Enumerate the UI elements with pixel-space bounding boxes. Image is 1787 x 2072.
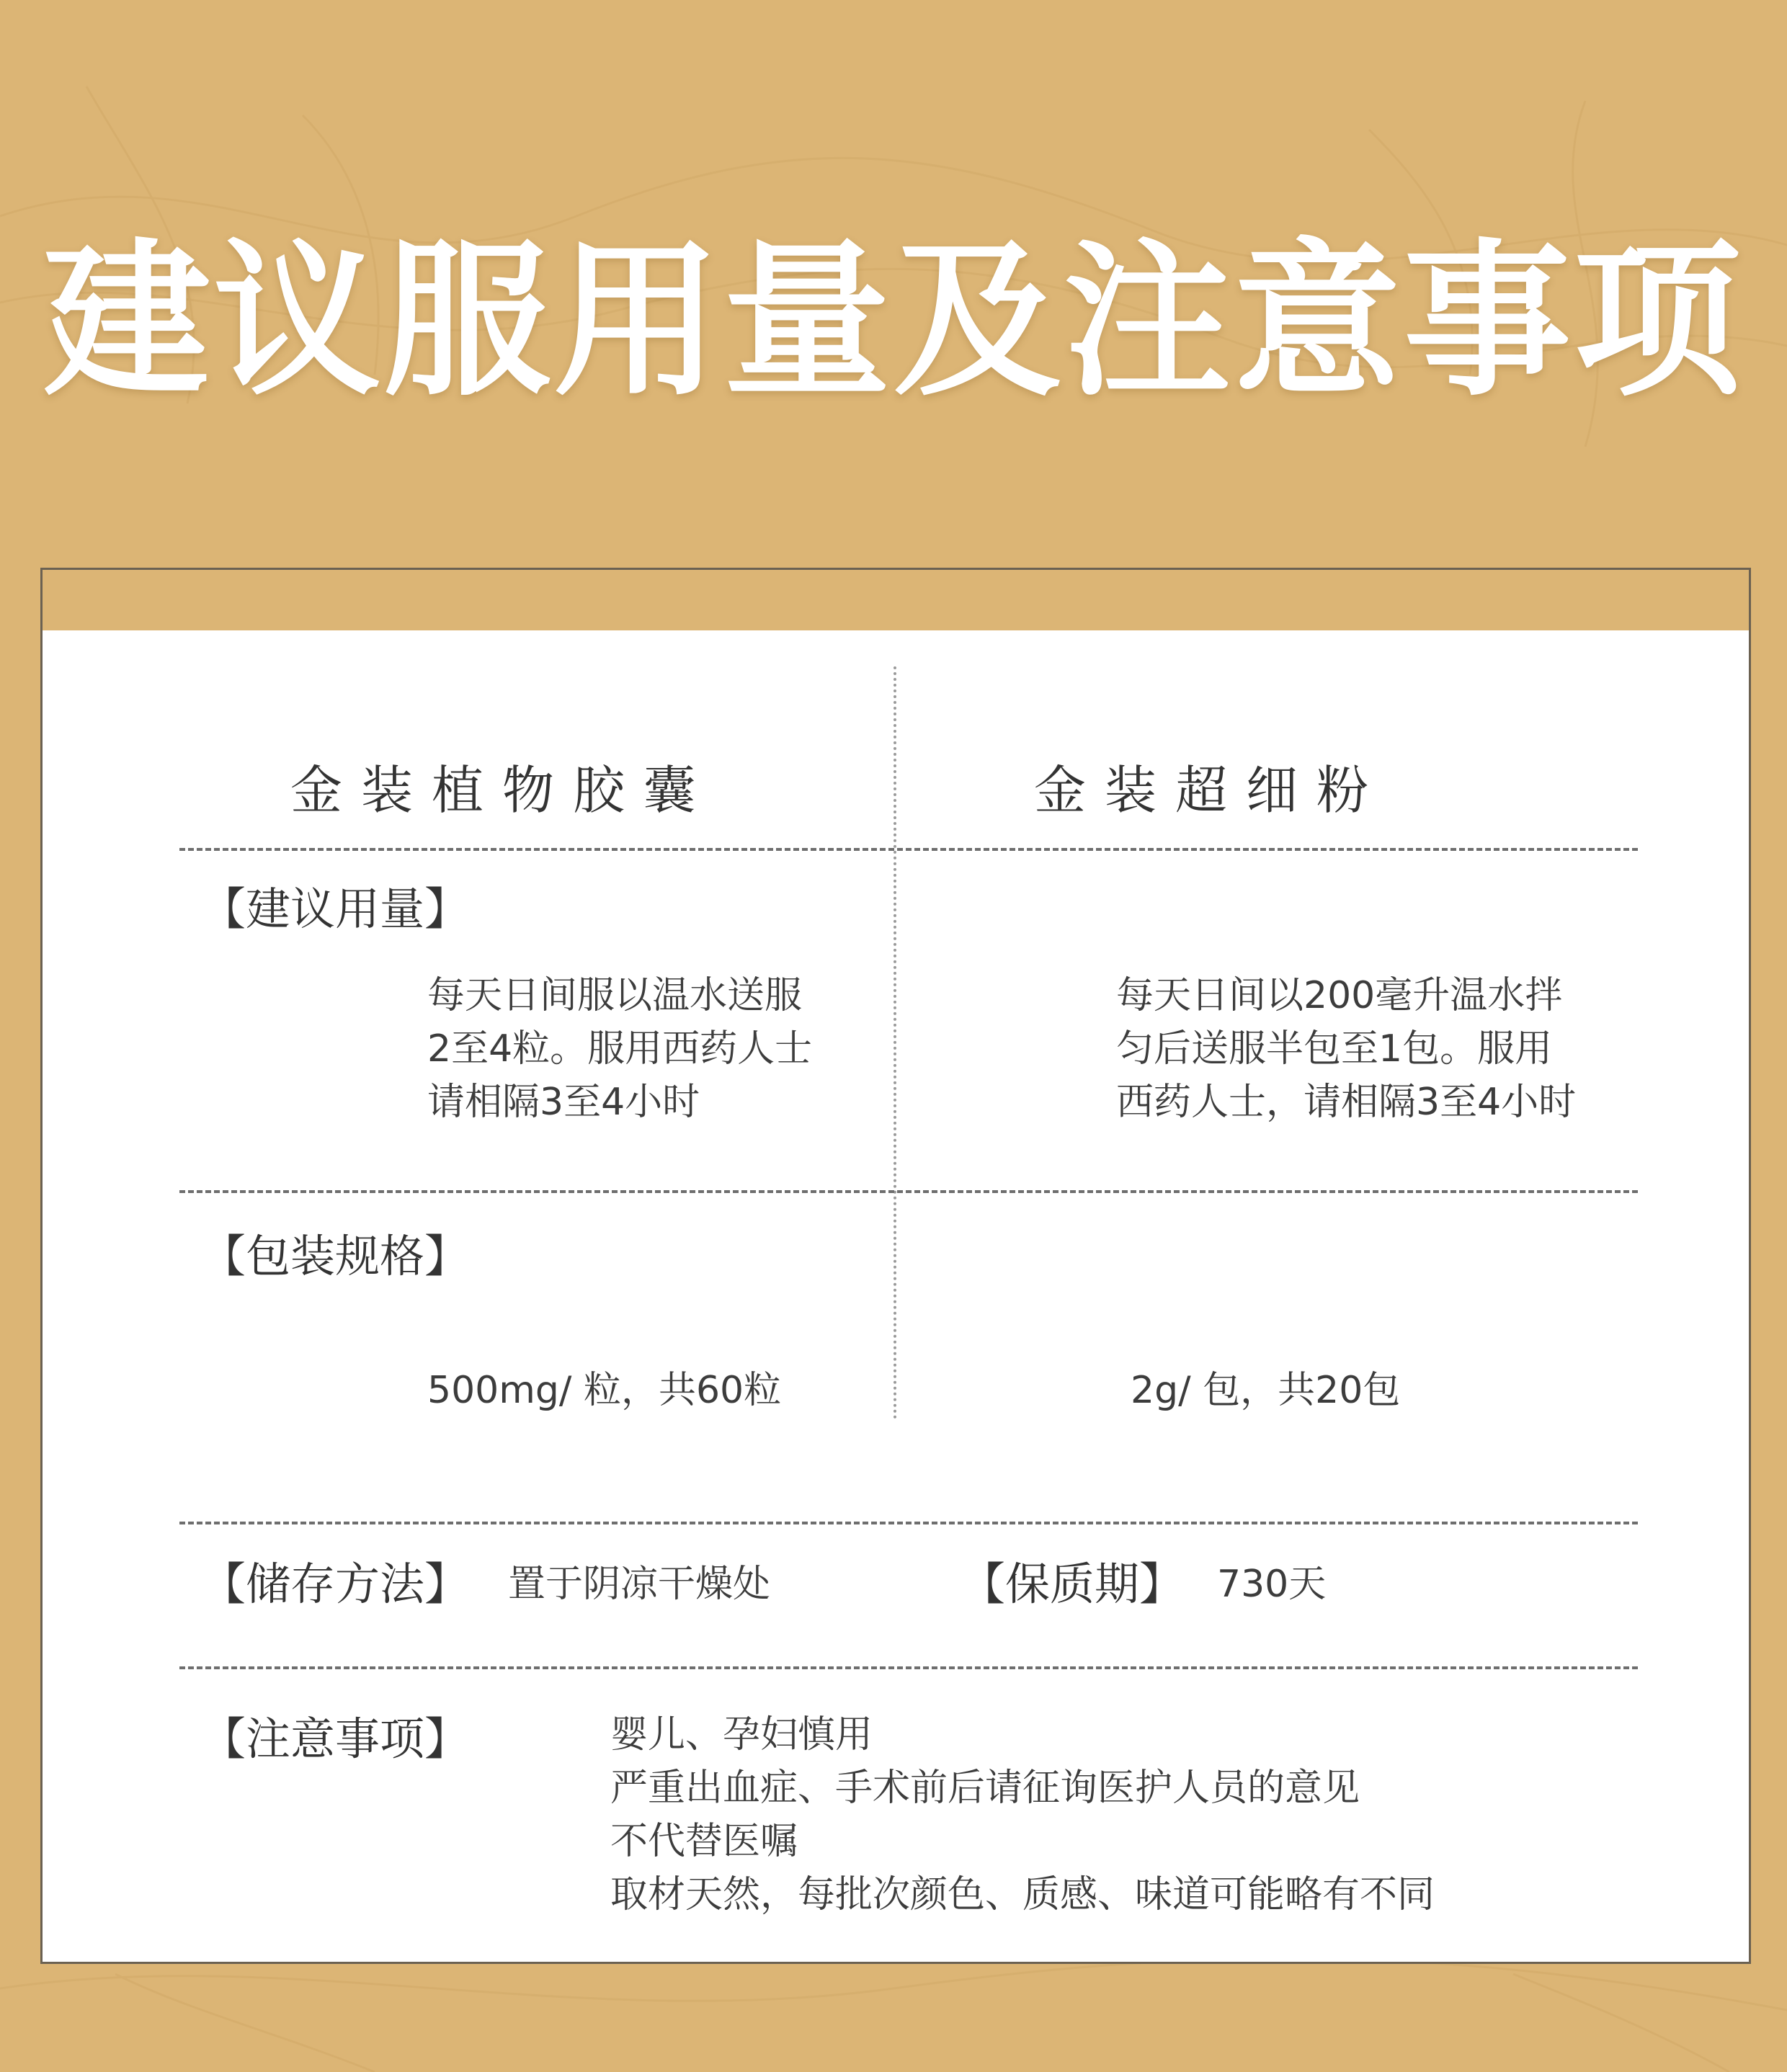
info-card-body: [43, 630, 1749, 1962]
right-dosage-line: 每天日间以200毫升温水拌: [1116, 974, 1563, 1017]
left-dosage-text: [427, 969, 812, 1129]
shelf-life-value: 730天: [1217, 1563, 1327, 1606]
dosage-label: 【建议用量】: [201, 883, 470, 935]
info-card: [40, 568, 1751, 1964]
right-product-heading: 金装超细粉: [1034, 760, 1388, 821]
column-divider: [894, 666, 896, 1419]
left-dosage-line: 每天日间服以温水送服: [427, 974, 803, 1017]
storage-label: 【储存方法】: [201, 1558, 470, 1610]
row-divider-2: [179, 1190, 1638, 1193]
notes-line: 婴儿、孕妇慎用: [610, 1713, 873, 1756]
notes-line: 不代替医嘱: [610, 1820, 798, 1863]
notes-line: 严重出血症、手术前后请征询医护人员的意见: [610, 1767, 1360, 1810]
left-product-heading: 金装植物胶囊: [290, 760, 715, 821]
page-title: 建议服用量及注意事项: [43, 224, 1744, 419]
left-dosage-line: 请相隔3至4小时: [427, 1081, 700, 1124]
packaging-label: 【包装规格】: [201, 1230, 470, 1282]
row-divider-4: [179, 1666, 1638, 1669]
notes-label: 【注意事项】: [201, 1712, 470, 1765]
left-dosage-line: 2至4粒。服用西药人士: [427, 1027, 813, 1071]
right-dosage-line: 匀后送服半包至1包。服用: [1116, 1027, 1553, 1071]
storage-value: 置于阴凉干燥处: [508, 1563, 771, 1606]
right-dosage-text: [1116, 969, 1576, 1129]
shelf-life-label: 【保质期】: [961, 1558, 1185, 1610]
left-packaging-value: 500mg/ 粒，共60粒: [427, 1369, 782, 1412]
notes-text: [610, 1708, 1435, 1921]
right-dosage-line: 西药人士，请相隔3至4小时: [1116, 1081, 1577, 1124]
row-divider-3: [179, 1522, 1638, 1524]
notes-line: 取材天然，每批次颜色、质感、味道可能略有不同: [610, 1873, 1435, 1916]
right-packaging-value: 2g/ 包，共20包: [1131, 1369, 1401, 1412]
row-divider-1: [179, 848, 1638, 851]
